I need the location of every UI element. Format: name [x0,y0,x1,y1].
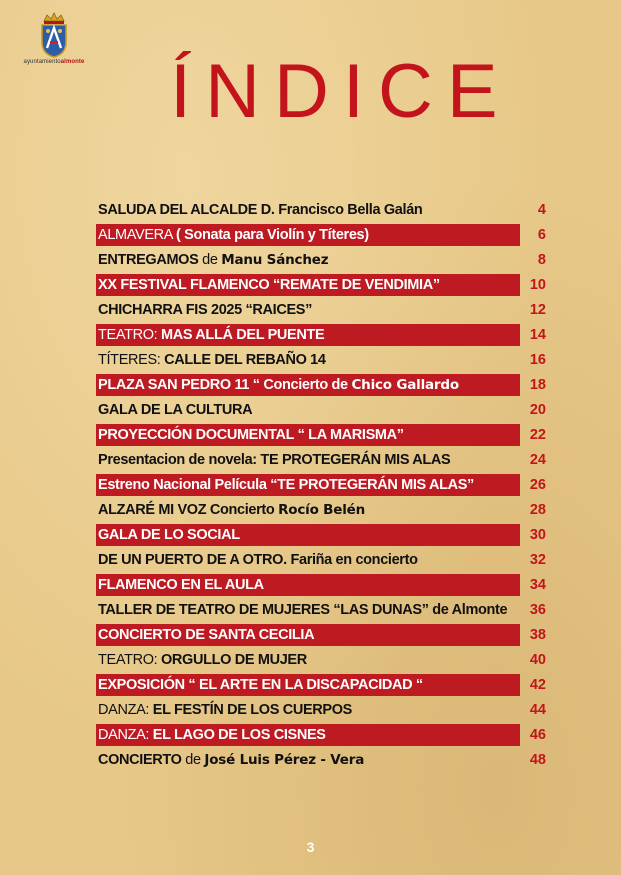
toc-entry-title-part: XX FESTIVAL FLAMENCO “REMATE DE VENDIMIA” [98,277,440,293]
toc-entry-title [98,626,314,644]
toc-entry-page: 12 [529,302,546,318]
toc-entry-page: 26 [529,477,546,493]
toc-entry-page: 48 [529,752,546,768]
toc-entry-title [98,401,252,419]
toc-entry [96,523,552,548]
toc-entry [96,198,552,223]
toc-entry-page: 10 [529,277,546,293]
toc-entry-title-part: EXPOSICIÓN “ EL ARTE EN LA DISCAPACIDAD “ [98,677,423,693]
toc-entry [96,598,552,623]
toc-entry-title [98,301,312,319]
toc-entry-title [98,376,459,394]
toc-entry-title [98,351,326,369]
toc-entry-title [98,676,423,694]
toc-entry-title [98,276,440,294]
toc-entry-title-part: ( Sonata para Violín y Títeres) [175,227,369,243]
toc-entry-page: 8 [537,252,546,268]
toc-entry [96,273,552,298]
toc-entry-title-part: DE UN PUERTO DE A OTRO. Fariña en concierto [98,552,418,568]
toc-entry-title-part: GALA DE LO SOCIAL [98,527,240,543]
coat-of-arms-icon [37,12,71,58]
toc-entry-page: 16 [529,352,546,368]
toc-entry-title-part: ALZARÉ MI VOZ Concierto [98,502,279,518]
toc-entry-title-part: TÍTERES: [98,352,165,368]
toc-entry-page: 28 [529,502,546,518]
toc-entry-page: 44 [529,702,546,718]
toc-entry-title [98,701,352,719]
toc-entry-title-part: TEATRO: [98,327,161,343]
toc-entry-title [98,451,450,469]
toc-entry-title [98,201,422,219]
toc-entry-title-part: EL FESTÍN DE LOS CUERPOS [152,702,352,718]
toc-entry-page: 14 [529,327,546,343]
toc-entry [96,648,552,673]
toc-entry-page: 24 [529,452,546,468]
toc-entry-title-part: TALLER DE TEATRO DE MUJERES “LAS DUNAS” de Almonte [98,602,508,618]
toc-entry [96,448,552,473]
toc-entry [96,398,552,423]
toc-entry-page: 30 [529,527,546,543]
toc-entry-title-part: Presentacion de novela: TE PROTEGERÁN MIS ALAS [98,452,451,468]
toc-entry-page: 32 [529,552,546,568]
table-of-contents [96,198,552,773]
toc-entry-title-part: CALLE DEL REBAÑO 14 [164,352,326,368]
toc-entry-title [98,476,474,494]
toc-entry [96,623,552,648]
toc-entry-title [98,501,365,519]
toc-entry-page: 20 [529,402,546,418]
toc-entry-title-part: PLAZA SAN PEDRO 11 “ Concierto de [98,377,352,393]
toc-entry [96,498,552,523]
toc-entry-title-part: DANZA: [98,702,153,718]
toc-entry-title [98,601,507,619]
toc-entry-page: 6 [537,227,546,243]
toc-entry-title [98,726,326,744]
toc-entry-title-part: ALMAVERA [98,227,176,243]
toc-entry [96,673,552,698]
toc-entry [96,723,552,748]
toc-entry [96,573,552,598]
toc-entry-page: 36 [529,602,546,618]
toc-entry-title-part: TEATRO: [98,652,161,668]
toc-entry-title-part: SALUDA DEL ALCALDE D. Francisco Bella Galán [98,202,423,218]
logo-wordmark: ayuntamientoalmonte [23,59,85,65]
toc-entry-title [98,576,264,594]
municipal-logo [18,12,90,65]
toc-entry-title-part: GALA DE LA CULTURA [98,402,253,418]
toc-entry-page: 18 [529,377,546,393]
toc-entry-page: 34 [529,577,546,593]
toc-entry-title-part: EL LAGO DE LOS CISNES [152,727,326,743]
toc-entry-title-part: CONCIERTO [98,752,186,768]
toc-entry-title-part: Estreno Nacional Película “TE PROTEGERÁN MIS ALAS” [98,477,474,493]
toc-entry [96,373,552,398]
toc-entry-title-part: José Luis Pérez - Vera [204,752,365,768]
toc-entry-page: 42 [529,677,546,693]
toc-entry [96,748,552,773]
toc-entry-page: 40 [529,652,546,668]
toc-entry-title-part: ORGULLO DE MUJER [161,652,307,668]
toc-entry [96,698,552,723]
toc-entry [96,248,552,273]
toc-entry-title-part: CONCIERTO DE SANTA CECILIA [98,627,315,643]
toc-entry-title [98,326,324,344]
toc-entry-title-part: de [185,752,205,768]
toc-entry-title [98,526,240,544]
toc-entry-page: 38 [529,627,546,643]
toc-entry-title-part: Chico Gallardo [351,377,459,393]
toc-entry-title [98,551,418,569]
toc-entry-title [98,251,328,269]
toc-entry-page: 22 [529,427,546,443]
toc-entry [96,423,552,448]
toc-entry-title-part: MAS ALLÁ DEL PUENTE [161,327,325,343]
toc-entry-title-part: FLAMENCO EN EL AULA [98,577,264,593]
toc-entry-page: 46 [529,727,546,743]
page-number: 3 [306,839,315,855]
toc-entry [96,323,552,348]
page-title: ÍNDICE [170,49,512,134]
toc-entry-title-part: DANZA: [98,727,153,743]
toc-entry-title-part: PROYECCIÓN DOCUMENTAL “ LA MARISMA” [98,427,404,443]
toc-entry-title [98,751,364,769]
toc-entry-title-part: Rocío Belén [278,502,366,518]
toc-entry-title [98,226,369,244]
toc-entry-title [98,426,404,444]
toc-entry [96,473,552,498]
toc-entry [96,298,552,323]
toc-entry [96,223,552,248]
toc-entry-title-part: de [202,252,222,268]
toc-entry [96,548,552,573]
toc-entry-title-part: CHICHARRA FIS 2025 “RAICES” [98,302,312,318]
toc-entry [96,348,552,373]
toc-entry-title [98,651,307,669]
toc-entry-page: 4 [537,202,546,218]
toc-entry-title-part: Manu Sánchez [221,252,329,268]
toc-entry-title-part: ENTREGAMOS [98,252,203,268]
